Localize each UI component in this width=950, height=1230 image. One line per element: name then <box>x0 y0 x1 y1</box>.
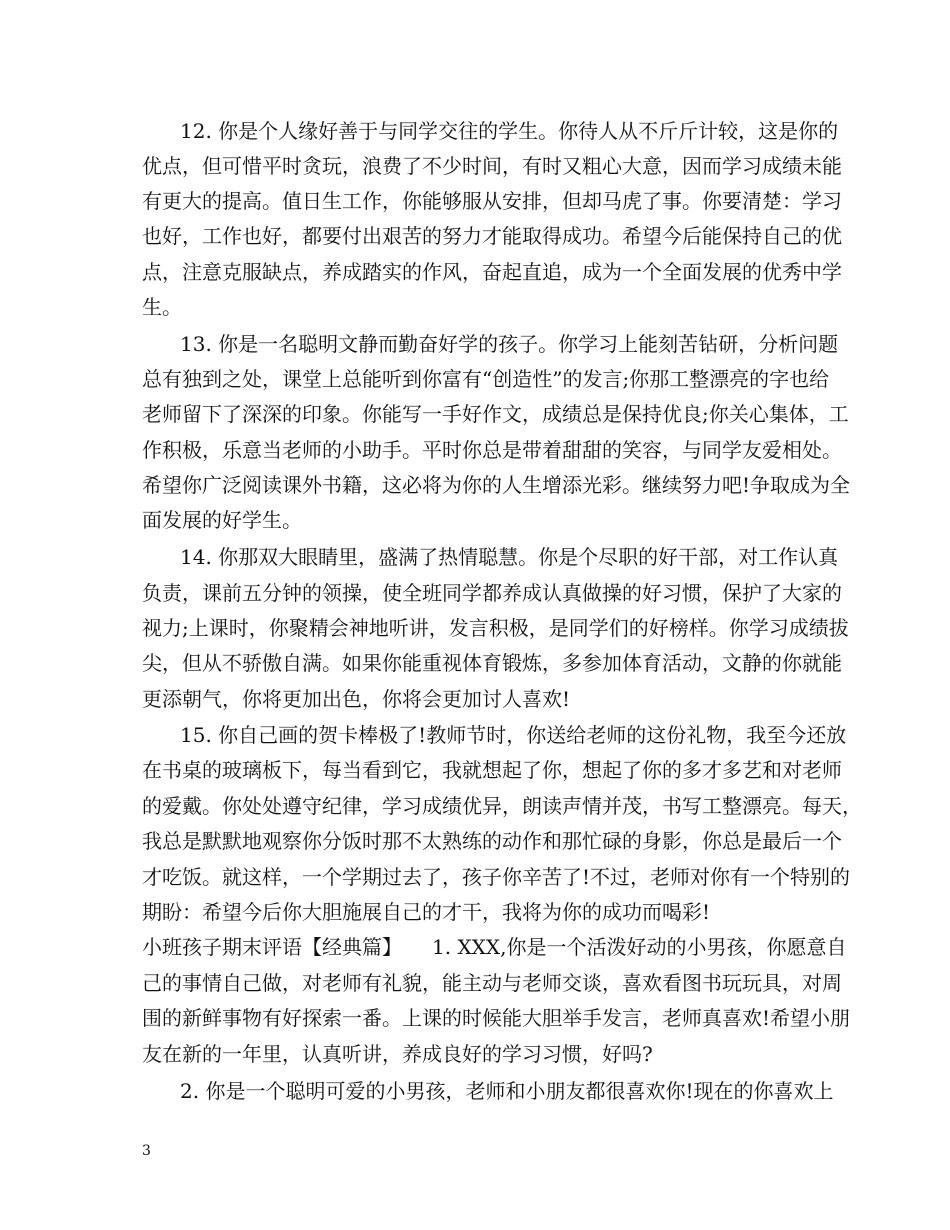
paragraph-line: 也好，工作也好，都要付出艰苦的努力才能取得成功。希望今后能保持自己的优 <box>142 224 842 248</box>
paragraph-line: 我总是默默地观察你分饭时那不太熟练的动作和那忙碌的身影，你总是最后一个 <box>142 829 842 853</box>
section-heading-line: 小班孩子期末评语【经典篇】 1. XXX,你是一个活泼好动的小男孩，你愿意自 <box>142 935 847 959</box>
paragraph-line: 2. 你是一个聪明可爱的小男孩，老师和小朋友都很喜欢你!现在的你喜欢上 <box>180 1079 834 1103</box>
paragraph-line: 围的新鲜事物有好探索一番。上课的时候能大胆举手发言，老师真喜欢!希望小朋 <box>142 1006 851 1030</box>
paragraph-line: 点，注意克服缺点，养成踏实的作风，奋起直追，成为一个全面发展的优秀中学 <box>142 260 842 284</box>
paragraph-line: 尖，但从不骄傲自满。如果你能重视体育锻炼，多参加体育活动，文静的你就能 <box>142 651 842 675</box>
paragraph-line: 有更大的提高。值日生工作，你能够服从安排，但却马虎了事。你要清楚：学习 <box>142 189 842 213</box>
paragraph-line: 作积极，乐意当老师的小助手。平时你总是带着甜甜的笑容，与同学友爱相处。 <box>142 438 842 462</box>
page-number: 3 <box>142 1143 151 1159</box>
paragraph-line: 面发展的好学生。 <box>142 508 302 532</box>
paragraph-line: 负责，课前五分钟的领操，使全班同学都养成认真做操的好习惯，保护了大家的 <box>142 581 842 605</box>
paragraph-line: 14. 你那双大眼睛里，盛满了热情聪慧。你是个尽职的好干部，对工作认真 <box>180 545 839 569</box>
paragraph-line: 希望你广泛阅读课外书籍，这必将为你的人生增添光彩。继续努力吧!争取成为全 <box>142 473 851 497</box>
paragraph-line: 15. 你自己画的贺卡棒极了!教师节时，你送给老师的这份礼物，我至今还放 <box>180 723 847 747</box>
paragraph-line: 才吃饭。就这样，一个学期过去了，孩子你辛苦了!不过，老师对你有一个特别的 <box>142 865 851 889</box>
paragraph-line: 在书桌的玻璃板下，每当看到它，我就想起了你，想起了你的多才多艺和对老师 <box>142 758 842 782</box>
paragraph-line: 己的事情自己做，对老师有礼貌，能主动与老师交谈，喜欢看图书玩玩具，对周 <box>142 971 842 995</box>
paragraph-line: 视力;上课时，你聚精会神地听讲，发言积极，是同学们的好榜样。你学习成绩拔 <box>142 616 849 640</box>
paragraph-line: 的爱戴。你处处遵守纪律，学习成绩优异，朗读声情并茂，书写工整漂亮。每天， <box>142 794 862 818</box>
paragraph-line: 13. 你是一名聪明文静而勤奋好学的孩子。你学习上能刻苦钻研，分析问题 <box>180 332 839 356</box>
paragraph-line: 友在新的一年里，认真听讲，养成良好的学习习惯，好吗? <box>142 1042 653 1066</box>
paragraph-line: 期盼：希望今后你大胆施展自己的才干，我将为你的成功而喝彩! <box>142 900 711 924</box>
paragraph-line: 更添朝气，你将更加出色，你将会更加讨人喜欢! <box>142 687 571 711</box>
paragraph-line: 优点，但可惜平时贪玩，浪费了不少时间，有时又粗心大意，因而学习成绩未能 <box>142 154 842 178</box>
paragraph-line: 生。 <box>142 295 182 319</box>
paragraph-line: 总有独到之处，课堂上总能听到你富有“创造性”的发言;你那工整漂亮的字也给 <box>142 367 830 391</box>
paragraph-line: 老师留下了深深的印象。你能写一手好作文，成绩总是保持优良;你关心集体，工 <box>142 402 849 426</box>
paragraph-line: 12. 你是个人缘好善于与同学交往的学生。你待人从不斤斤计较，这是你的 <box>180 119 839 143</box>
